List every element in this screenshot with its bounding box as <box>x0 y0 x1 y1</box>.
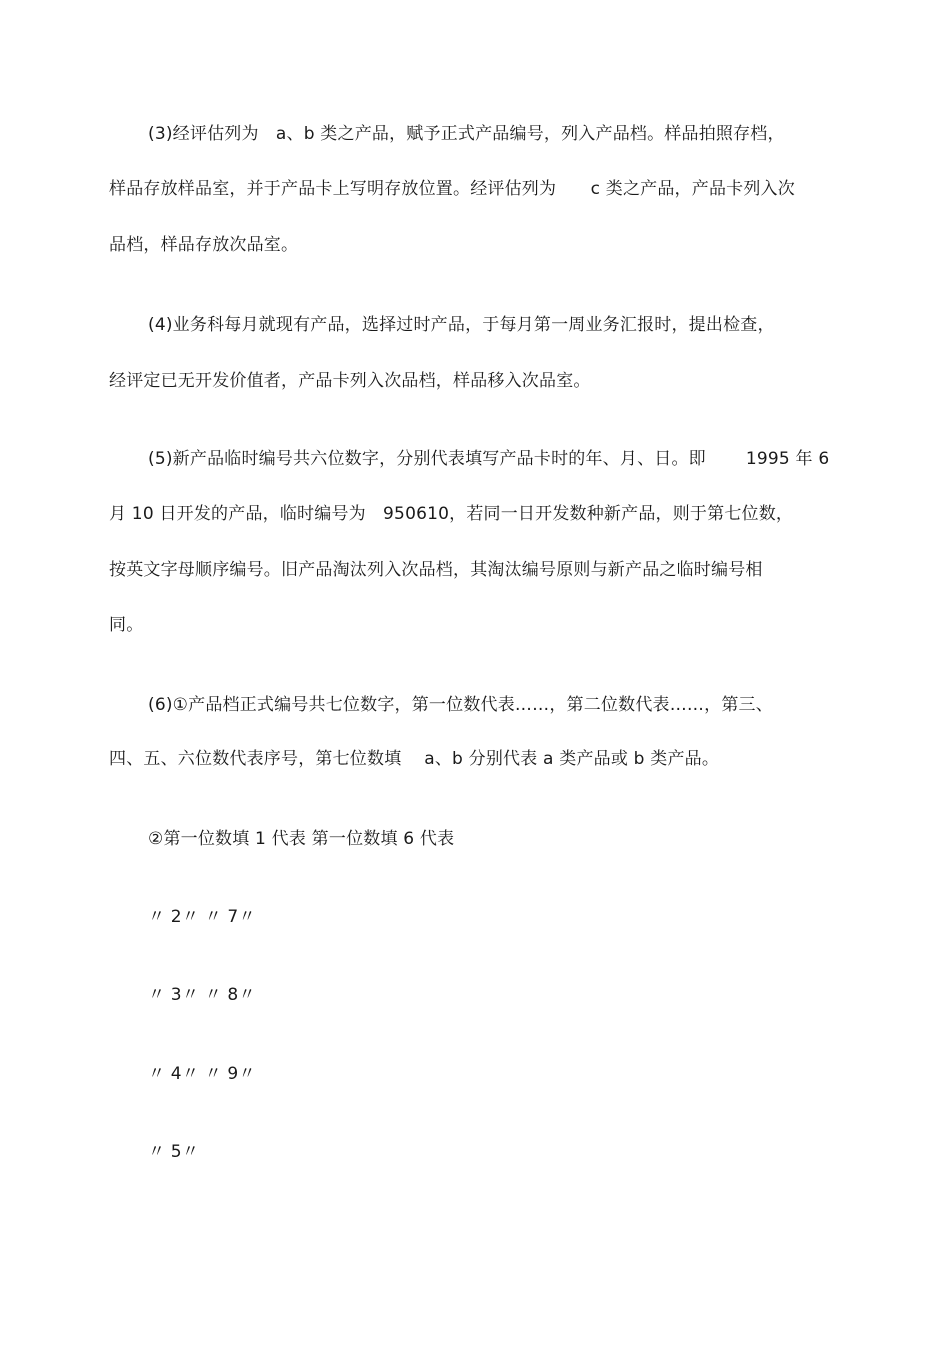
digit-code-row-2-7: 〃 2〃 〃 7〃 <box>148 907 256 927</box>
paragraph-4-line-1: (4)业务科每月就现有产品，选择过时产品，于每月第一周业务汇报时，提出检查， <box>148 315 775 335</box>
digit-code-header: ②第一位数填 1 代表 第一位数填 6 代表 <box>148 829 455 849</box>
paragraph-3-line-3: 品档，样品存放次品室。 <box>109 235 299 255</box>
paragraph-5-line-3: 按英文字母顺序编号。旧产品淘汰列入次品档，其淘汰编号原则与新产品之临时编号相 <box>109 560 763 580</box>
digit-code-row-5: 〃 5〃 <box>148 1142 200 1162</box>
paragraph-4-line-2: 经评定已无开发价值者，产品卡列入次品档，样品移入次品室。 <box>109 371 591 391</box>
digit-code-row-3-8: 〃 3〃 〃 8〃 <box>148 985 256 1005</box>
paragraph-6-line-1: (6)①产品档正式编号共七位数字，第一位数代表……，第二位数代表……，第三、 <box>148 695 773 715</box>
paragraph-5-line-4: 同。 <box>109 615 144 635</box>
digit-code-row-4-9: 〃 4〃 〃 9〃 <box>148 1064 256 1084</box>
paragraph-3-line-2: 样品存放样品室，并于产品卡上写明存放位置。经评估列为 c 类之产品，产品卡列入次 <box>109 179 795 199</box>
paragraph-3-line-1: (3)经评估列为 a、b 类之产品，赋予正式产品编号，列入产品档。样品拍照存档， <box>148 124 785 144</box>
paragraph-5-line-2: 月 10 日开发的产品，临时编号为 950610，若同一日开发数种新产品，则于第七位数， <box>109 504 794 524</box>
paragraph-5-line-1: (5)新产品临时编号共六位数字，分别代表填写产品卡时的年、月、日。即 1995 年 6 <box>148 449 830 469</box>
paragraph-6-line-2: 四、五、六位数代表序号，第七位数填 a、b 分别代表 a 类产品或 b 类产品。 <box>109 749 720 769</box>
